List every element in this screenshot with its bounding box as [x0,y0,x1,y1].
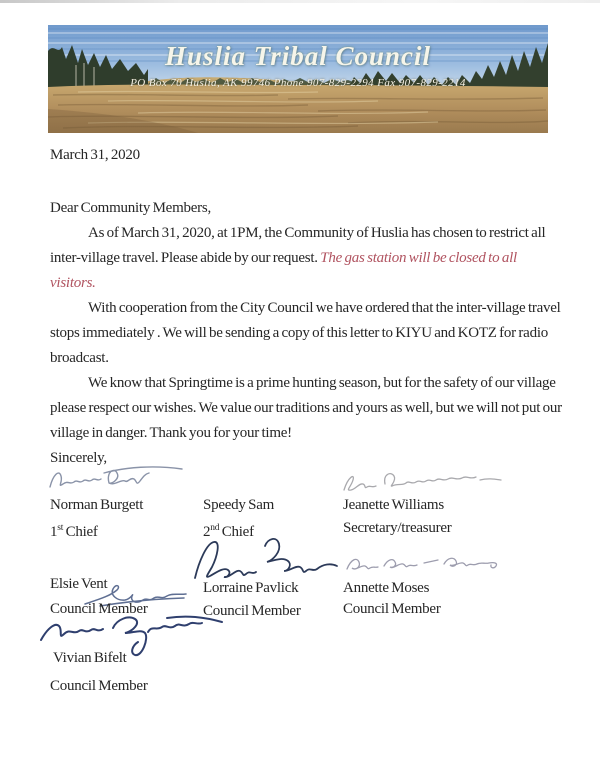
signatory-title: Council Member [203,603,301,619]
lorraine-pavlick-signature [183,533,343,583]
annette-moses-signature [340,546,505,576]
signature-block [50,471,565,706]
closing: Sincerely, [50,450,107,466]
signatory-title: 2nd Chief [203,523,254,540]
signatory-name: Annette Moses [343,580,430,596]
gas-station-notice: The gas station will be closed to all visitors. [50,250,517,291]
paragraph-travel-restriction-text: As of March 31, 2020, at 1PM, the Community of Huslia has chosen to restrict all inter-village travel. Please abide by our request. [50,225,546,266]
signatory-title: Council Member [50,601,148,617]
signatory-name: Elsie Vent [50,576,108,592]
paragraph-city-council: With cooperation from the City Council we have ordered that the inter-village travel stops immediately . We will be sending a copy of this letter to KIYU and KOTZ for radio broadcast. [50,300,561,366]
jeanette-williams-signature [336,465,506,497]
signatory-name: Lorraine Pavlick [203,580,299,596]
letterhead-photo [48,25,548,133]
letter-body [50,143,565,706]
norman-burgett-signature [46,460,191,494]
signatory-name: Norman Burgett [50,497,144,513]
scan-edge-artifact [0,0,600,3]
paragraph-hunting-season: We know that Springtime is a prime hunting season, but for the safety of our village please respect our wishes. We value our traditions and yours as well, but we will not put our village in danger. Thank you for your time! [50,375,562,441]
signatory-title: Council Member [343,601,441,617]
organization-name: Huslia Tribal Council [164,41,432,71]
signatory-name: Jeanette Williams [343,497,444,513]
paragraph-travel-restriction [50,221,565,296]
signatory-title: Secretary/treasurer [343,520,452,536]
organization-address: PO Box 70 Huslia, AK 99746 Phone 907-829-2294 Fax 907-829-2214 [130,77,466,89]
signatory-title: 1st Chief [50,523,98,540]
letter-date: March 31, 2020 [50,147,140,163]
signatory-title: Council Member [50,678,148,694]
signatory-name: Vivian Bifelt [53,650,127,666]
salutation: Dear Community Members, [50,200,211,216]
signatory-name: Speedy Sam [203,497,275,513]
